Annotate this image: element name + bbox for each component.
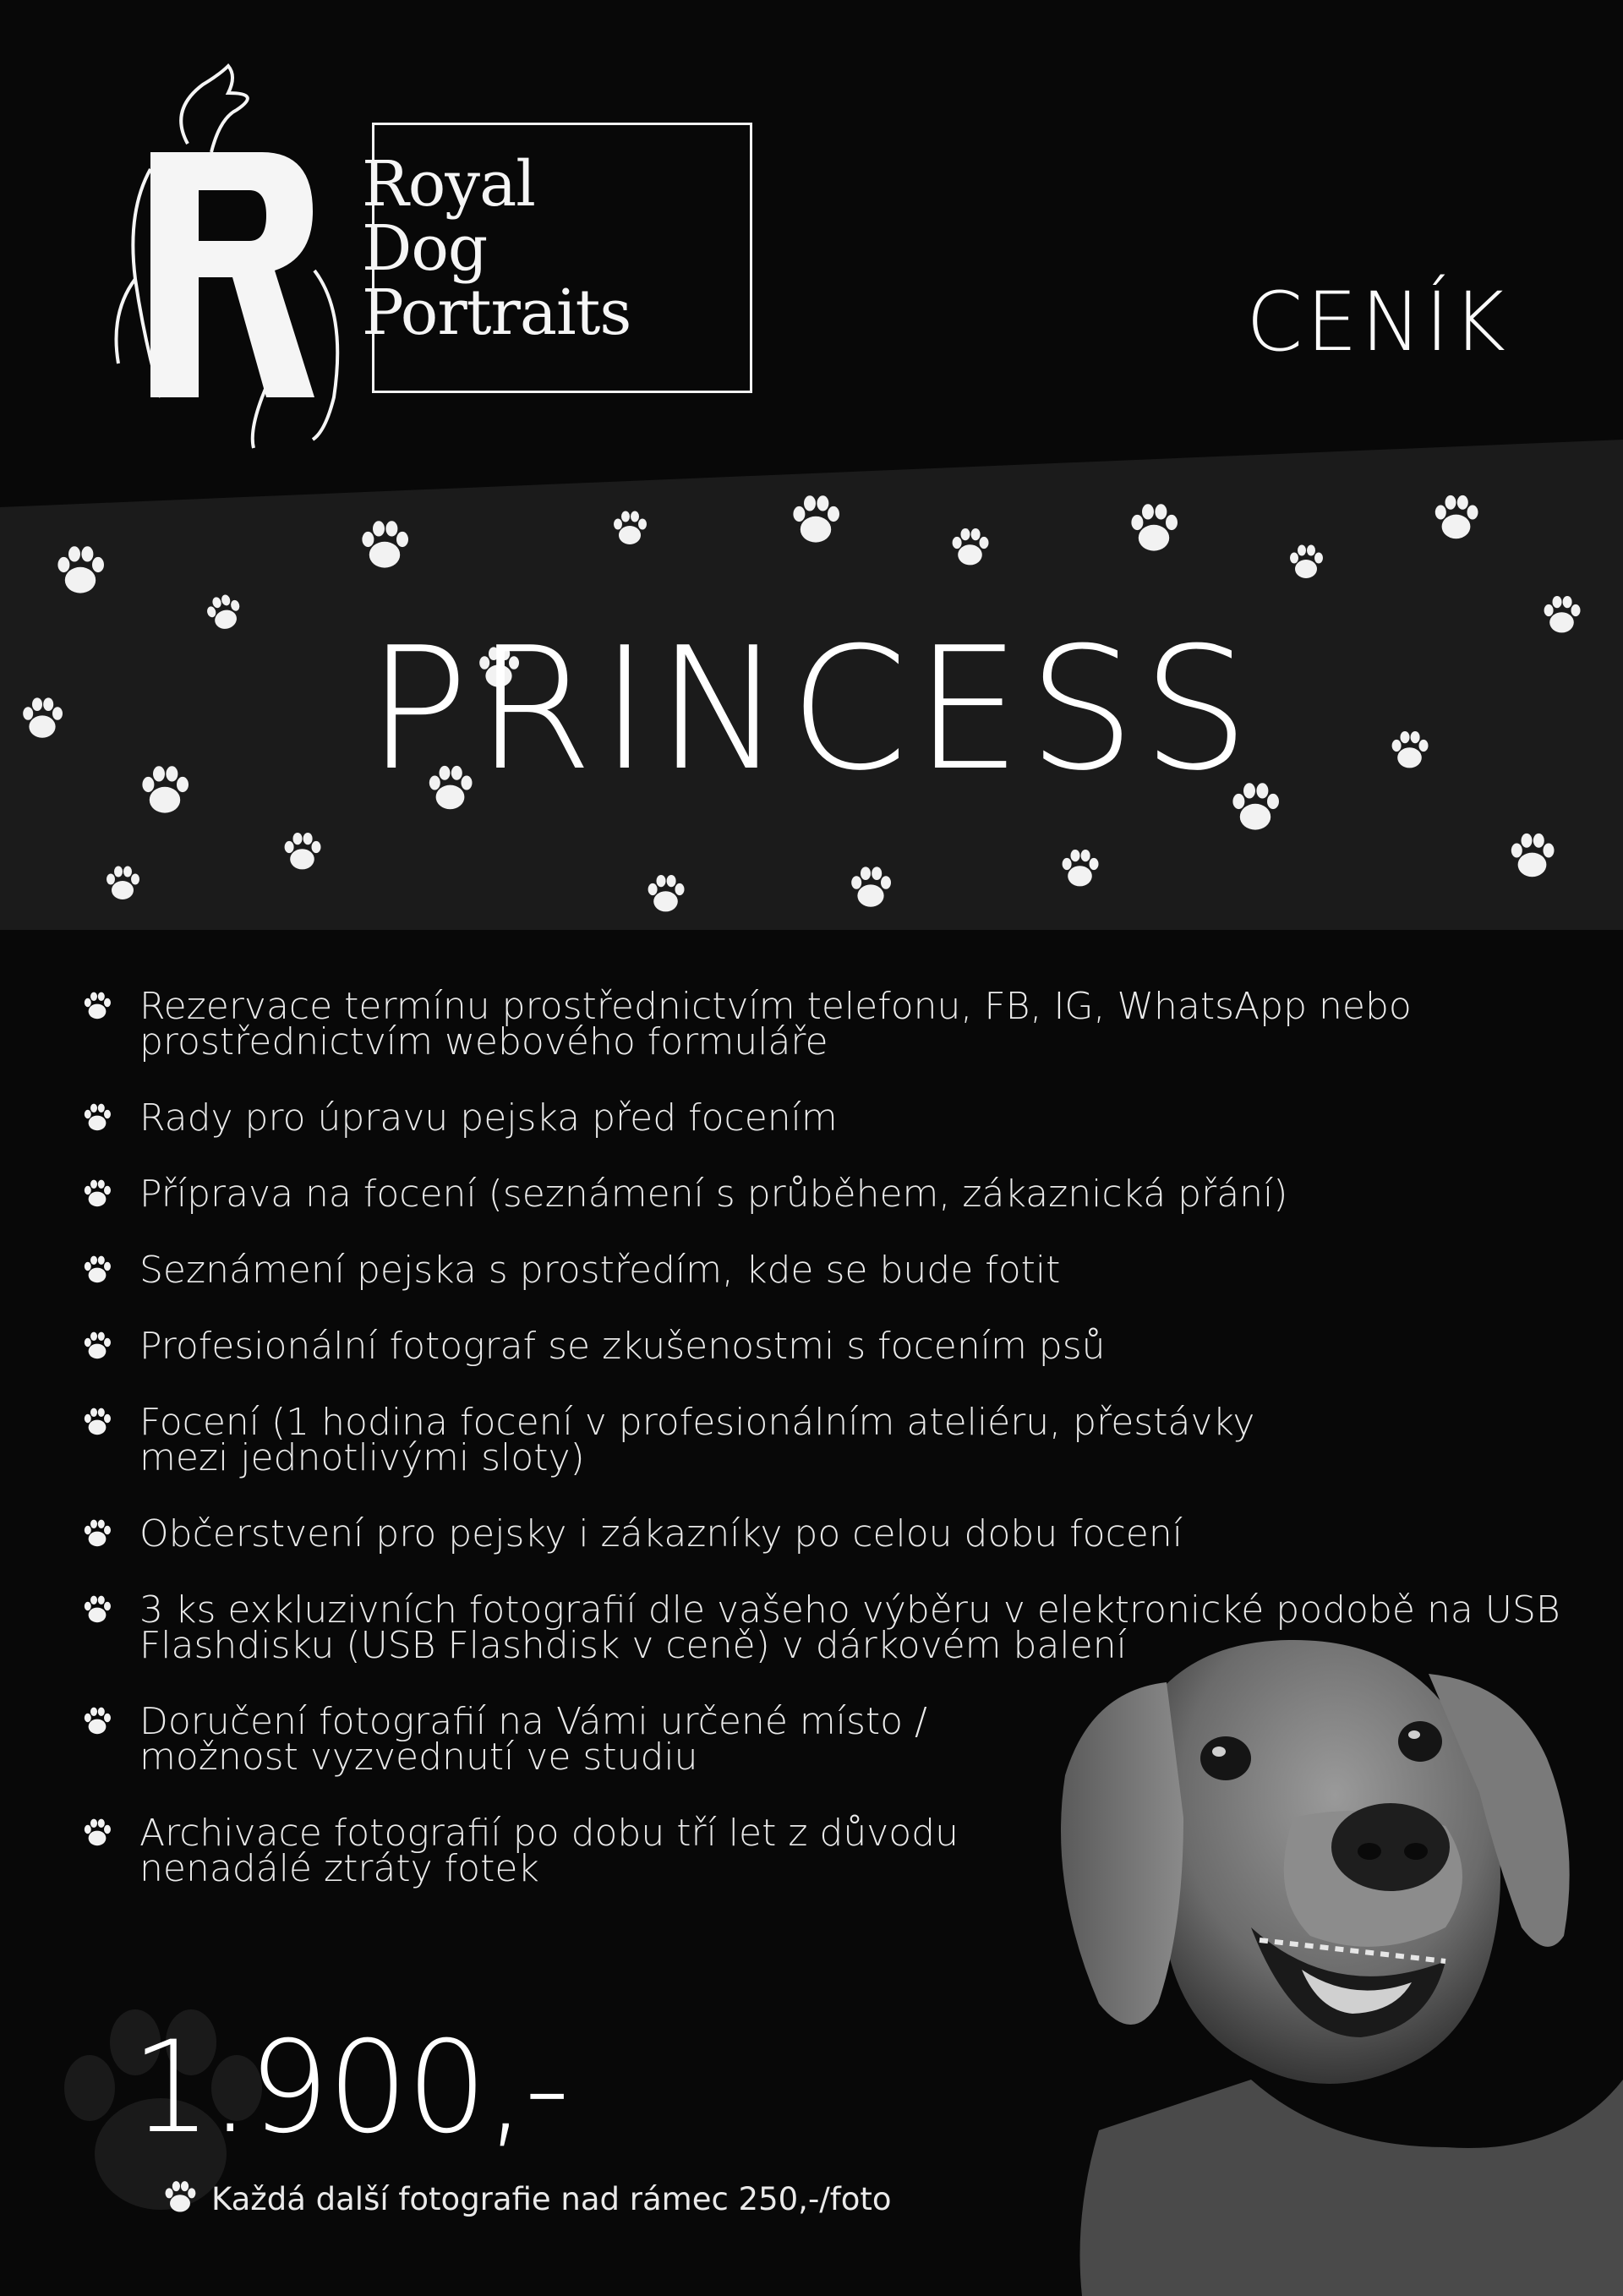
- list-item: Focení (1 hodina focení v profesionálním ateliéru, přestávky mezi jednotlivými sloty): [80, 1405, 1585, 1476]
- list-item: 3 ks exkluzivních fotografií dle vašeho výběru v elektronické podobě na USB Flashdisku (USB Flashdisk v ceně) v dárkovém balení: [80, 1593, 1585, 1664]
- brand-logo: [93, 59, 668, 465]
- list-item: Příprava na focení (seznámení s průběhem, zákaznická přání): [80, 1177, 1585, 1212]
- dog-logo-icon: [93, 59, 372, 465]
- paw-icon: [80, 989, 114, 1023]
- list-item: Rady pro úpravu pejska před focením: [80, 1101, 1585, 1136]
- list-item: Seznámení pejska s prostředím, kde se bude fotit: [80, 1253, 1585, 1288]
- paw-icon: [80, 1593, 114, 1626]
- paw-icon: [80, 1329, 114, 1363]
- weimaraner-dog-photo: [972, 1606, 1623, 2296]
- paw-icon: [80, 1704, 114, 1738]
- price-amount: 1.900,-: [131, 2014, 569, 2162]
- paw-icon: [80, 1253, 114, 1287]
- list-item: Archivace fotografií po dobu tří let z důvodu nenadálé ztráty fotek: [80, 1816, 1585, 1887]
- logo-line-royal: Royal: [362, 148, 535, 221]
- pricelist-heading: CENÍK: [1246, 275, 1509, 369]
- list-item: Profesionální fotograf se zkušenostmi s focením psů: [80, 1329, 1585, 1364]
- paw-icon: [80, 1177, 114, 1211]
- paw-icon: [80, 1517, 114, 1550]
- paw-icon: [80, 1816, 114, 1850]
- list-item: Občerstvení pro pejsky i zákazníky po celou dobu focení: [80, 1517, 1585, 1552]
- list-item: Rezervace termínu prostřednictvím telefonu, FB, IG, WhatsApp nebo prostřednictvím webového formuláře: [80, 989, 1585, 1060]
- paw-icon: [161, 2178, 199, 2217]
- extra-photo-note: Každá další fotografie nad rámec 250,-/foto: [161, 2181, 892, 2217]
- package-title: PRINCESS: [366, 611, 1257, 808]
- paw-icon: [80, 1101, 114, 1134]
- logo-line-portraits: Portraits: [362, 276, 631, 349]
- list-item: Doručení fotografií na Vámi určené místo / možnost vyzvednutí ve studiu: [80, 1704, 1585, 1775]
- logo-wordmark: [362, 148, 631, 349]
- paw-icon: [80, 1405, 114, 1439]
- logo-line-dog: Dog: [362, 212, 488, 285]
